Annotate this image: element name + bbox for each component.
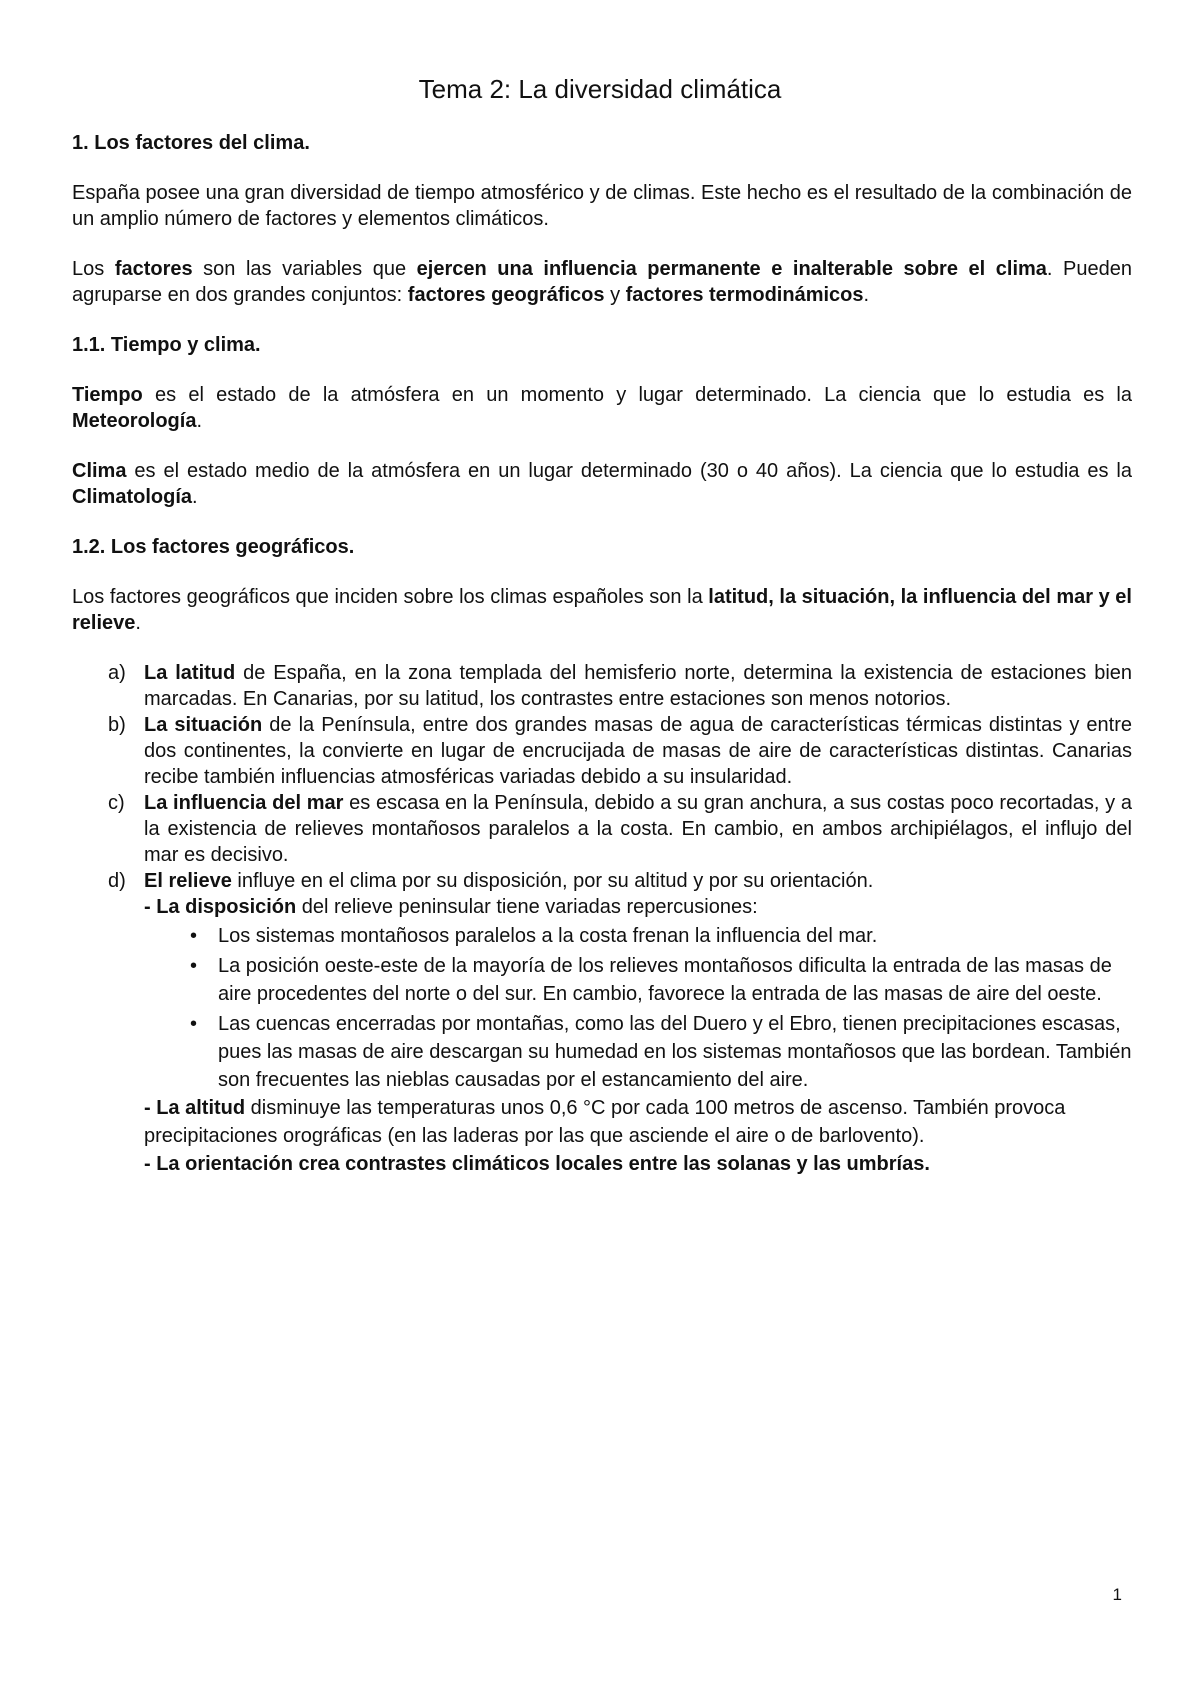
list-item-bold: El relieve bbox=[144, 870, 232, 892]
text-run: . bbox=[196, 410, 203, 432]
section-1-1-paragraph-1 bbox=[72, 382, 1132, 434]
bold-term: Tiempo bbox=[72, 384, 143, 406]
text-run: Los bbox=[72, 258, 115, 280]
list-marker: d) bbox=[108, 870, 126, 892]
bold-term: latitud, la situación, la influencia del mar y el relieve bbox=[72, 586, 1132, 634]
bullet-text: Las cuencas encerradas por montañas, como las del Duero y el Ebro, tienen precipitaciones escasas, pues las masas de aire descargan su humedad en los sistemas montañosos que las bordean. También son frecuentes las nieblas causadas por el estancamiento del aire. bbox=[218, 1013, 1132, 1091]
bold-term: Meteorología bbox=[72, 410, 197, 432]
section-1-2-intro bbox=[72, 584, 1132, 636]
list-item bbox=[72, 790, 1132, 868]
bullet-text: Los sistemas montañosos paralelos a la costa frenan la influencia del mar. bbox=[218, 925, 878, 947]
text-run: Los factores geográficos que inciden sobre los climas españoles son la bbox=[72, 586, 709, 608]
text-run: del relieve peninsular tiene variadas repercusiones: bbox=[296, 896, 758, 918]
bold-term: - La orientación crea contrastes climáticos locales entre las solanas y las umbrías. bbox=[144, 1153, 930, 1175]
page-number: 1 bbox=[1112, 1585, 1122, 1604]
bullet-icon: • bbox=[190, 955, 198, 977]
text-run: es el estado medio de la atmósfera en un lugar determinado (30 o 40 años). La ciencia que lo estudia es la bbox=[126, 460, 1132, 482]
section-1-heading: 1. Los factores del clima. bbox=[72, 132, 310, 154]
text-run: disminuye las temperaturas unos 0,6 °C por cada 100 metros de ascenso. También provoca precipitaciones orográficas (en las laderas por las que asciende el aire o de barlovento). bbox=[144, 1097, 1066, 1147]
text-run: . bbox=[192, 486, 198, 508]
altitud-line bbox=[72, 1094, 1132, 1150]
list-marker: c) bbox=[108, 792, 125, 814]
text-run: son las variables que bbox=[192, 258, 417, 280]
list-item-text: de la Península, entre dos grandes masas de agua de características térmicas distintas y entre dos continentes, la convierte en lugar de encrucijada de masas de aire de características distintas. Canarias recibe también influencias atmosféricas variadas debido a su insularidad. bbox=[144, 714, 1132, 788]
bold-term: Climatología bbox=[72, 486, 193, 508]
text-run: . Pueden agruparse en dos grandes conjuntos: bbox=[72, 258, 1132, 306]
section-1-2-heading: 1.2. Los factores geográficos. bbox=[72, 536, 355, 558]
factors-list bbox=[72, 660, 1132, 1178]
list-item-bold: La latitud bbox=[144, 662, 236, 684]
text-run: y bbox=[604, 284, 626, 306]
bold-term: factores geográficos bbox=[407, 284, 605, 306]
list-item-text: influye en el clima por su disposición, por su altitud y por su orientación. bbox=[231, 870, 874, 892]
page-title: Tema 2: La diversidad climática bbox=[418, 74, 782, 104]
section-1-paragraph-2 bbox=[72, 256, 1132, 308]
bold-term: - La disposición bbox=[144, 896, 297, 918]
text-run: es el estado de la atmósfera en un momento y lugar determinado. La ciencia que lo estudia es la bbox=[142, 384, 1132, 406]
list-item-text: es escasa en la Península, debido a su gran anchura, a sus costas poco recortadas, y a la existencia de relieves montañosos paralelos a la costa. En cambio, en ambos archipiélagos, el influjo del mar es decisivo. bbox=[144, 792, 1132, 866]
list-item-bold: La influencia del mar bbox=[144, 792, 344, 814]
document-body bbox=[72, 130, 1132, 1178]
list-item bbox=[72, 712, 1132, 790]
disposicion-line bbox=[72, 894, 1132, 920]
bullet-item bbox=[72, 1010, 1132, 1094]
bold-term: factores bbox=[114, 258, 193, 280]
list-item bbox=[72, 868, 1132, 894]
section-1-1-paragraph-2 bbox=[72, 458, 1132, 510]
list-marker: a) bbox=[108, 662, 126, 684]
bullet-text: La posición oeste-este de la mayoría de los relieves montañosos dificulta la entrada de las masas de aire procedentes del norte o del sur. En cambio, favorece la entrada de las masas de aire del oeste. bbox=[218, 955, 1112, 1005]
bullet-icon: • bbox=[190, 1013, 198, 1035]
bold-term: - La altitud bbox=[144, 1097, 246, 1119]
section-1-paragraph-1: España posee una gran diversidad de tiempo atmosférico y de climas. Este hecho es el resultado de la combinación de un amplio número de factores y elementos climáticos. bbox=[72, 182, 1132, 230]
list-marker: b) bbox=[108, 714, 126, 736]
text-run: . bbox=[135, 612, 141, 634]
section-1-1-heading: 1.1. Tiempo y clima. bbox=[72, 334, 261, 356]
list-item-bold: La situación bbox=[144, 714, 263, 736]
bold-term: factores termodinámicos bbox=[625, 284, 864, 306]
bold-term: ejercen una influencia permanente e inalterable sobre el clima bbox=[416, 258, 1047, 280]
text-run: . bbox=[863, 284, 870, 306]
list-item-text: de España, en la zona templada del hemisferio norte, determina la existencia de estaciones bien marcadas. En Canarias, por su latitud, los contrastes entre estaciones son menos notorios. bbox=[144, 662, 1133, 710]
bullet-icon: • bbox=[190, 925, 198, 947]
bold-term: Clima bbox=[72, 460, 127, 482]
list-item bbox=[72, 660, 1132, 712]
orientacion-line bbox=[72, 1150, 1132, 1178]
bullet-item bbox=[72, 922, 1132, 950]
bullet-item bbox=[72, 952, 1132, 1008]
